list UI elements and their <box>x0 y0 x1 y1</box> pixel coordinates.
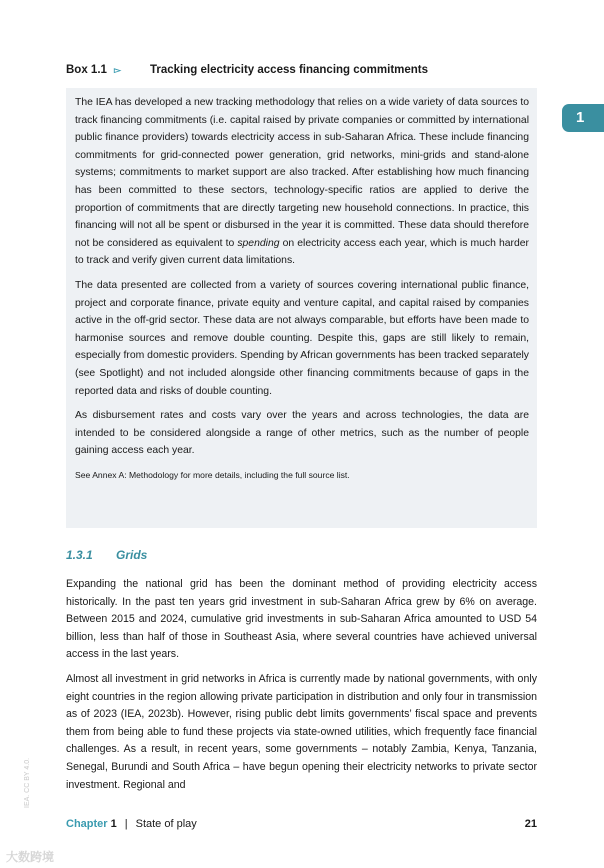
section-heading <box>66 548 147 562</box>
section-number: 1.3.1 <box>66 548 93 562</box>
chapter-tab: 1 <box>562 104 604 132</box>
box-body <box>75 94 529 491</box>
box-note: See Annex A: Methodology for more details, including the full source list. <box>75 469 350 480</box>
license-text: IEA. CC BY 4.0. <box>24 757 31 808</box>
box-paragraph: As disbursement rates and costs vary over the years and across technologies, the data are intended to be considered alongside a range of other metrics, such as the number of people gaining access each year. <box>75 410 529 457</box>
box-paragraph: The data presented are collected from a variety of sources covering international public finance, project and corporate finance, private equity and venture capital, and capital raised by companies active in the off-grid sector. These data are not always comparable, but efforts have been made to harmonise sources and remove double counting. Despite this, gaps are still likely to remain, especially from domestic providers. Spending by African governments has been tracked separately (see Spotlight) and not included alongside other financing commitments because of gaps in the reported data and risks of double counting. <box>75 279 529 397</box>
footer-chapter-title: State of play <box>135 818 197 830</box>
box-label: Box 1.1 <box>66 64 107 76</box>
watermark-logo: 大数跨境 <box>6 850 55 864</box>
section-title: Grids <box>116 548 148 562</box>
triangle-icon: ▻ <box>114 64 121 75</box>
footer-separator: | <box>124 818 128 830</box>
page-number: 21 <box>524 818 537 830</box>
box-paragraph <box>75 94 529 270</box>
body-text <box>66 576 537 801</box>
body-paragraph: Almost all investment in grid networks in Africa is currently made by national governments, with only eight countries in the region allowing private participation in distribution and only four in transmission as of 2023 (IEA, 2023b). However, rising public debt limits governments’ fiscal space and prevents them from being able to fund these projects via state-owned utilities, which frequently face financial challenges. As a result, in recent years, some governments – notably Zambia, Kenya, Tanzania, Senegal, Burundi and South Africa – have begun opening their electricity networks to private sector investment. Regional and <box>66 672 537 791</box>
box-header <box>66 64 546 76</box>
page-footer <box>66 818 537 830</box>
footer-chapter <box>66 818 117 830</box>
body-paragraph: Expanding the national grid has been the dominant method of providing electricity access historically. In the past ten years grid investment in sub-Saharan Africa grew by 6% on average. Between 2015 and 2024, cumulative grid investments in sub-Saharan Africa amounted to USD 54 billion, less than half of those in Southeast Asia, where several countries have achieved universal access in the last years. <box>66 578 537 661</box>
chapter-word: Chapter <box>66 818 108 830</box>
emphasis: spending <box>237 237 280 249</box>
chapter-number: 1 <box>110 818 117 830</box>
box-title: Tracking electricity access financing commitments <box>150 64 429 76</box>
box-text: on electricity access each year, which is much harder to track and verify given current data limitations. <box>75 237 529 267</box>
box-text: The IEA has developed a new tracking methodology that relies on a wide variety of data sources to track financing commitments (i.e. capital raised by private companies or committed by international public finance providers) towards electricity access in sub-Saharan Africa. These include financing commitments for grid-connected power generation, grid networks, mini-grids and stand-alone systems; commitments to market support are also tracked. After establishing how much financing has been committed to these sectors, technology-specific ratios are applied to derive the proportion of commitments that are directly targeting new household connections. In practice, this financing will not all be spent or disbursed in the year it is committed. These data should therefore not be considered as equivalent to <box>75 97 529 249</box>
